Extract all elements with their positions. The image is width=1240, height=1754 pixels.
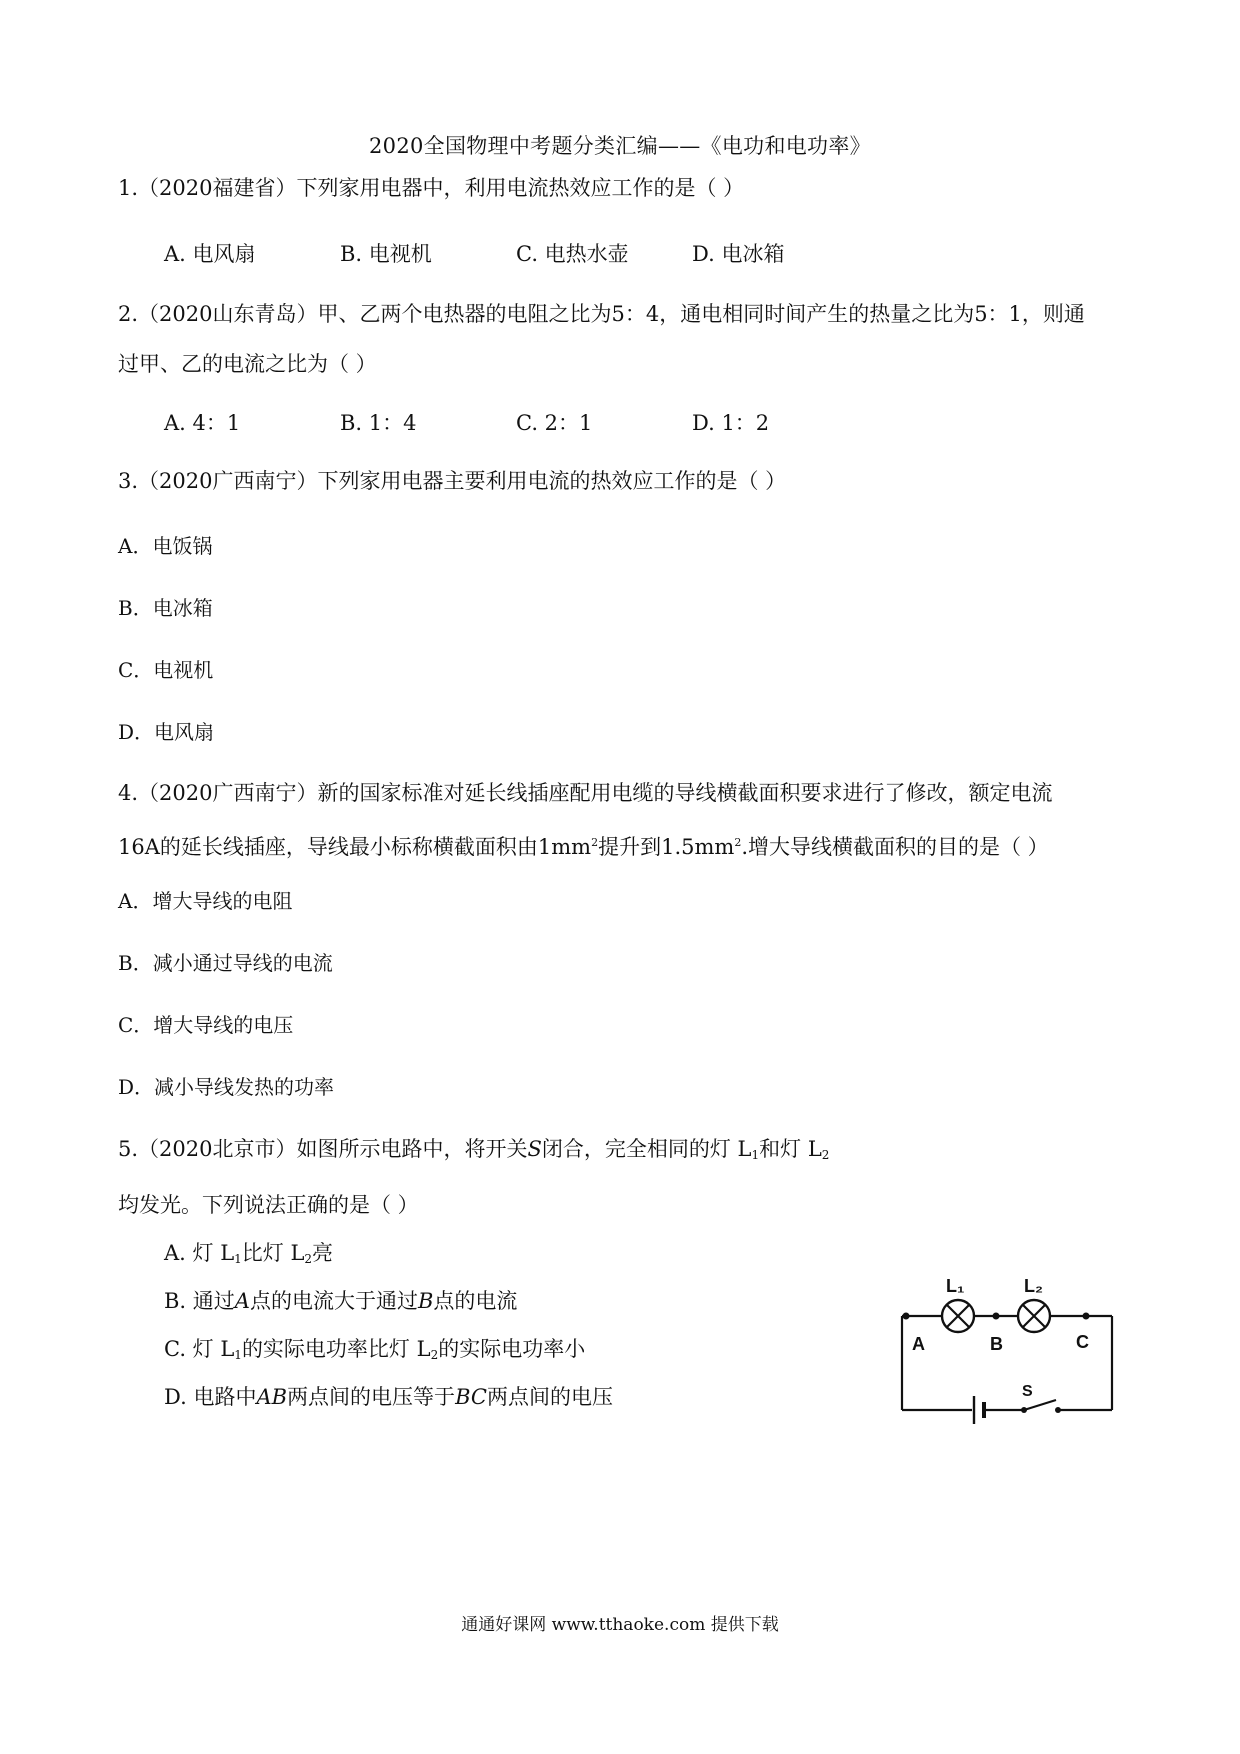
switch-icon	[1021, 1400, 1061, 1413]
page-title: 2020全国物理中考题分类汇编——《电功和电功率》	[369, 134, 871, 158]
question-3-stem: 3.（2020广西南宁）下列家用电器主要利用电流的热效应工作的是（ ）	[118, 469, 787, 493]
q1-option-b: B. 电视机	[340, 242, 432, 266]
question-4-stem: 4.（2020广西南宁）新的国家标准对延长线插座配用电缆的导线横截面积要求进行了修改，额定电流 16A的延长线插座，导线最小标称横截面积由$1mm^2$提升到$1.5mm^2$.增大导线横截面积的目的是（ ）	[118, 781, 1053, 859]
point-b-label: B	[990, 1334, 1003, 1354]
q4-option-c: C．增大导线的电压	[118, 1013, 294, 1037]
page-footer: 通通好课网 www.tthaoke.com 提供下载	[461, 1615, 779, 1635]
lamp-2-icon	[1018, 1300, 1050, 1332]
q2-option-c: C. 2：1	[516, 411, 593, 435]
point-a-label: A	[912, 1334, 925, 1354]
q2-option-d: D. 1：2	[692, 411, 770, 435]
q3-option-c: C．电视机	[118, 658, 214, 682]
q2-option-a: A. 4：1	[164, 411, 241, 435]
question-2-stem: 2.（2020山东青岛）甲、乙两个电热器的电阻之比为5：4，通电相同时间产生的热量之比为5：1，则通 过甲、乙的电流之比为（ ）	[118, 302, 1085, 376]
q4-option-a: A．增大导线的电阻	[118, 889, 293, 913]
q3-option-a: A．电饭锅	[118, 534, 213, 558]
q5-option-c: C. 灯 $L_1$的实际电功率比灯 $L_2$的实际电功率小	[164, 1337, 586, 1362]
q1-option-a: A. 电风扇	[164, 242, 256, 266]
q5-option-b: B. 通过A点的电流大于通过B点的电流	[164, 1289, 518, 1313]
circuit-diagram	[890, 1268, 1130, 1428]
lamp-2-label: L₂	[1024, 1276, 1043, 1296]
q5-option-d: D. 电路中AB两点间的电压等于BC两点间的电压	[164, 1385, 613, 1409]
q1-option-c: C. 电热水壶	[516, 242, 629, 266]
question-5-stem: 5.（2020北京市）如图所示电路中，将开关S闭合，完全相同的灯 $L_1$和灯 $L_2$ 均发光。下列说法正确的是（ ）	[118, 1137, 830, 1217]
q5-option-a: A. 灯 $L_1$比灯 $L_2$亮	[164, 1241, 334, 1266]
point-c-label: C	[1076, 1332, 1089, 1352]
q3-option-d: D．电风扇	[118, 720, 215, 744]
switch-label: S	[1022, 1383, 1033, 1400]
q1-option-d: D. 电冰箱	[692, 242, 785, 266]
question-1-stem: 1.（2020福建省）下列家用电器中，利用电流热效应工作的是（ ）	[118, 176, 745, 200]
lamp-1-icon	[942, 1300, 974, 1332]
q4-option-d: D．减小导线发热的功率	[118, 1075, 335, 1099]
node-c-dot	[1083, 1313, 1090, 1320]
q4-option-b: B．减小通过导线的电流	[118, 951, 333, 975]
q2-option-b: B. 1：4	[340, 411, 417, 435]
q3-option-b: B．电冰箱	[118, 596, 213, 620]
node-b-dot	[993, 1313, 1000, 1320]
node-a-dot	[903, 1313, 910, 1320]
lamp-1-label: L₁	[946, 1276, 965, 1296]
battery-icon	[974, 1396, 984, 1424]
